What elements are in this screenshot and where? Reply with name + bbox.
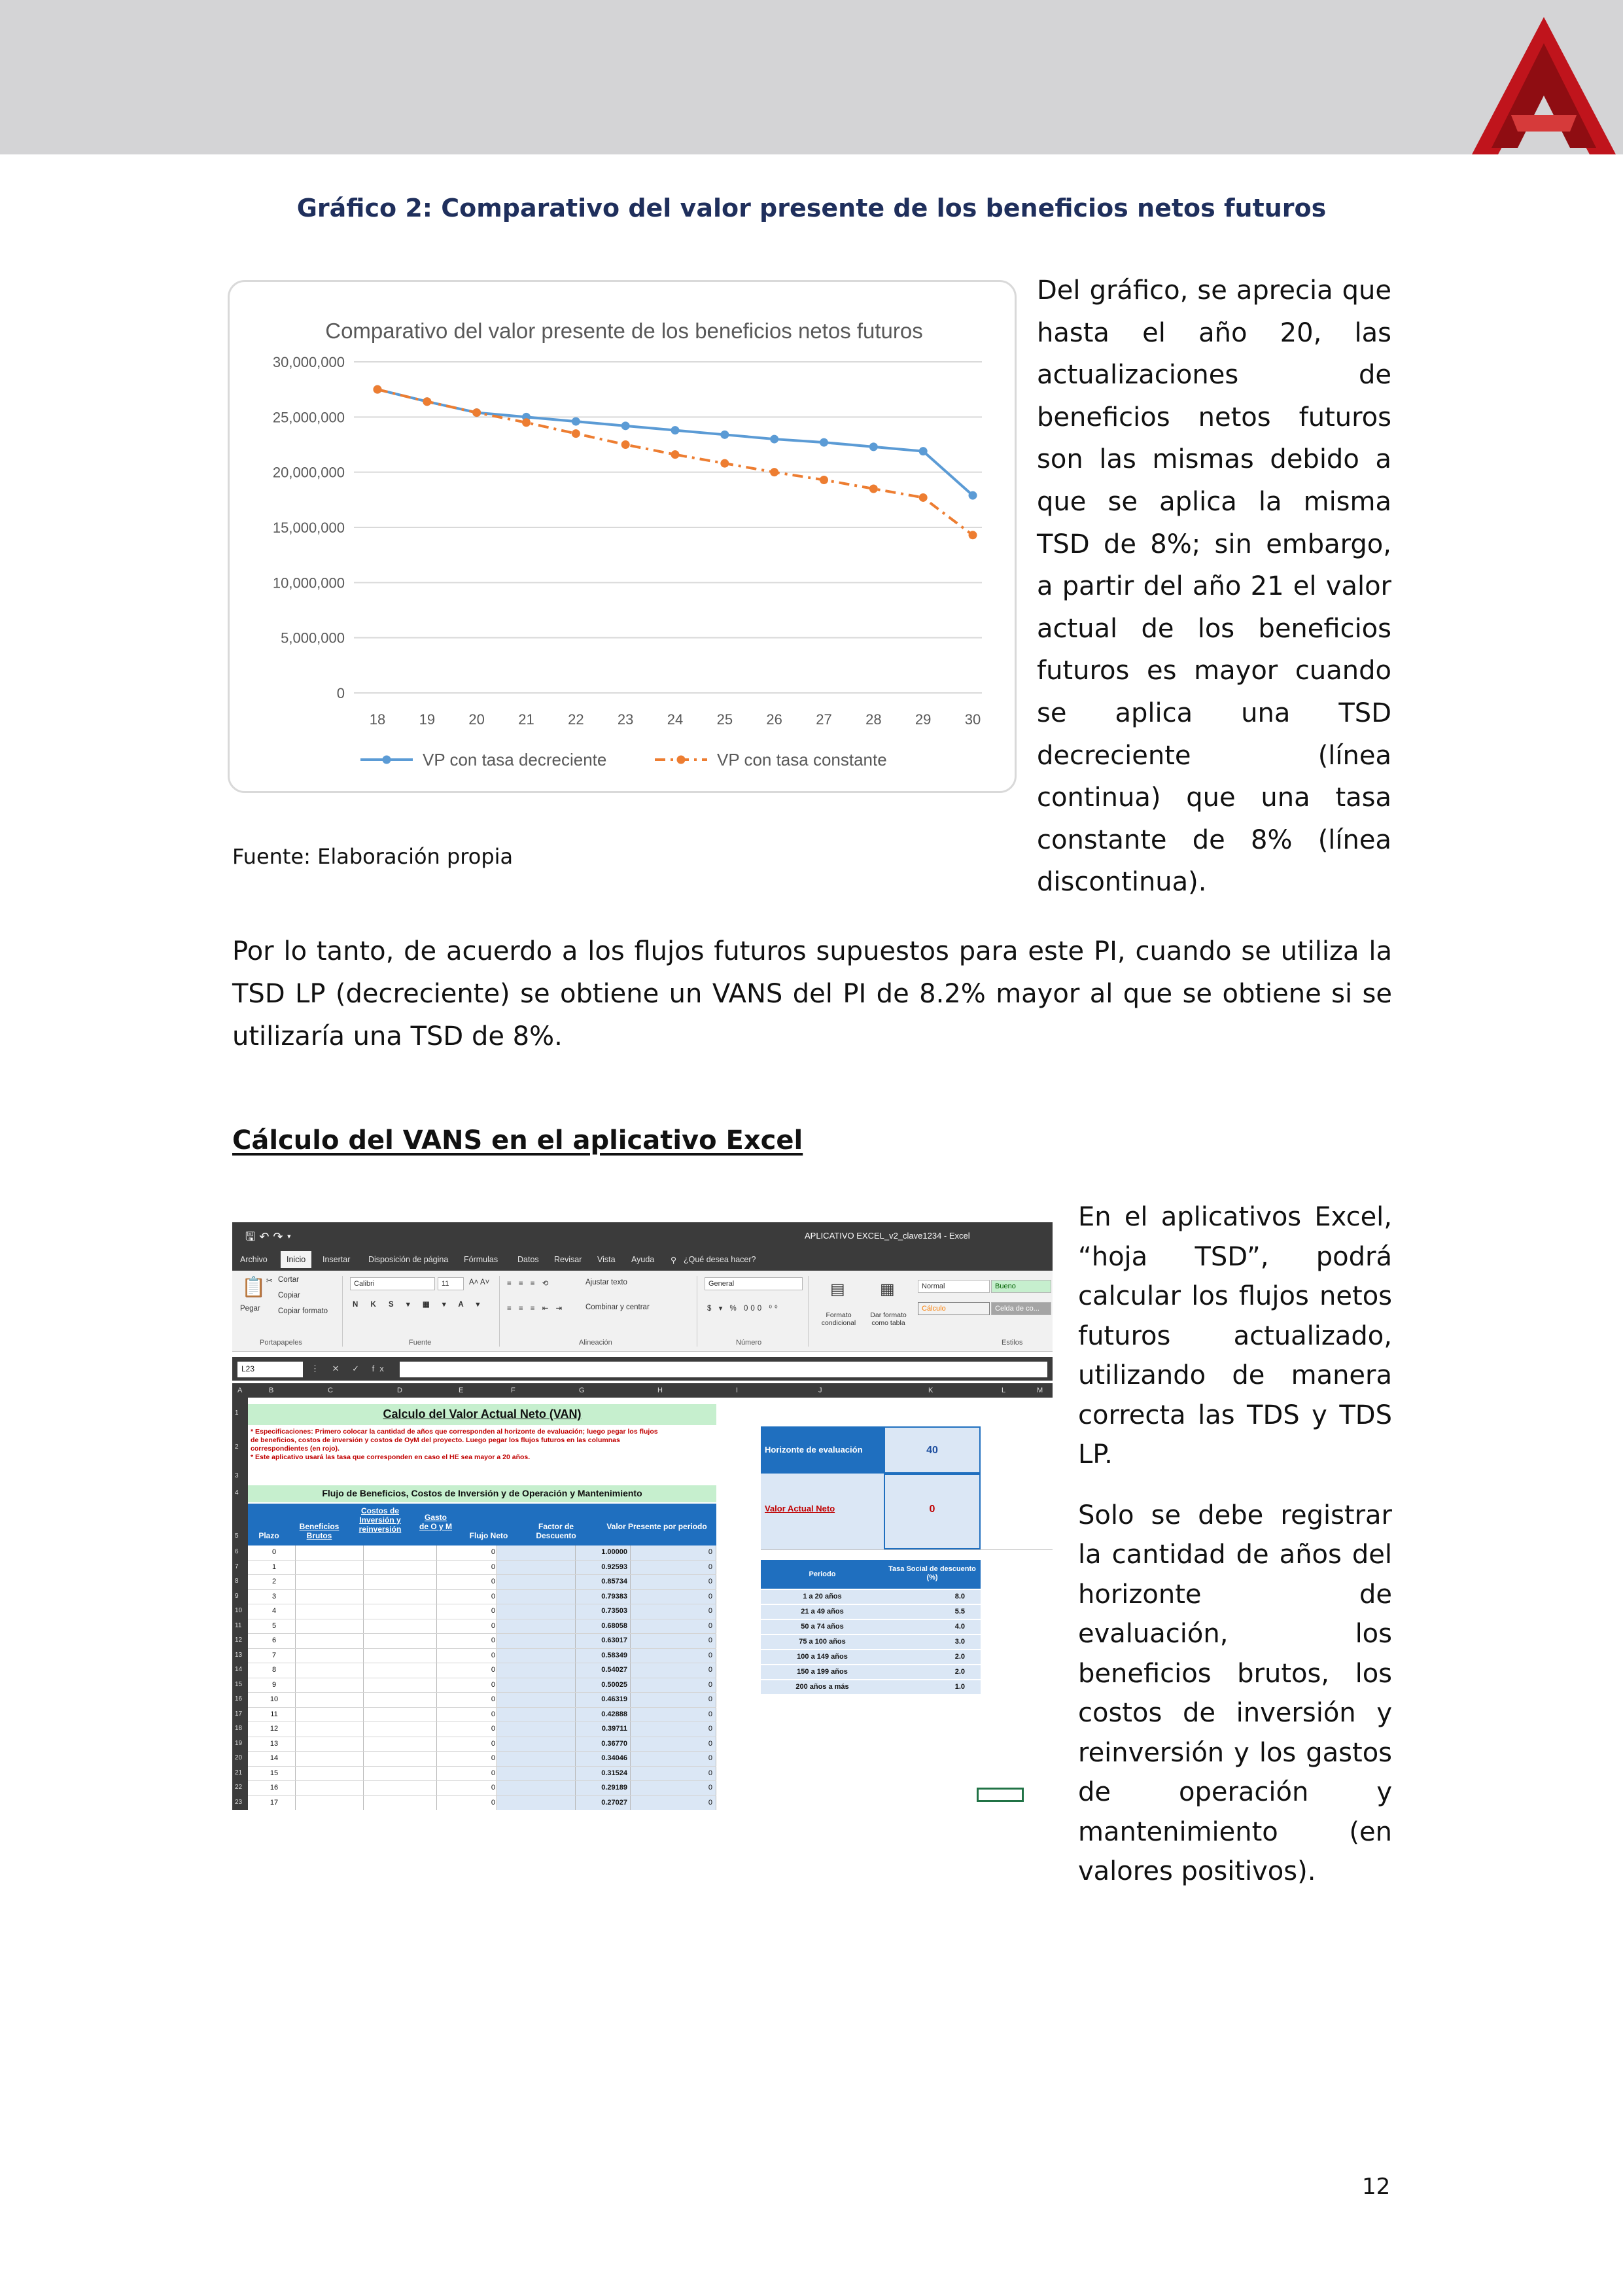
- row-number[interactable]: 21: [235, 1769, 243, 1776]
- table-cell[interactable]: 0.50025: [601, 1680, 627, 1689]
- table-cell[interactable]: 0: [491, 1636, 495, 1644]
- chart-explanation: [1037, 270, 1391, 904]
- group-portapapeles: Portapapeles: [260, 1339, 302, 1347]
- lightbulb-icon: ⚲: [671, 1256, 677, 1265]
- series-point-0: [919, 447, 928, 455]
- table-cell[interactable]: 0: [491, 1578, 495, 1585]
- table-row: [248, 1708, 716, 1723]
- menu-search[interactable]: ¿Qué desea hacer?: [684, 1255, 756, 1264]
- rate-th-periodo: Periodo: [809, 1570, 836, 1578]
- table-row: [248, 1752, 716, 1767]
- number-format-select[interactable]: General: [705, 1277, 803, 1290]
- table-cell[interactable]: 0.36770: [601, 1739, 627, 1748]
- series-point-0: [820, 438, 828, 447]
- ribbon-combinar[interactable]: Combinar y centrar: [585, 1303, 650, 1311]
- formula-icons: ⋮ ✕ ✓ fx: [311, 1364, 389, 1373]
- table-row: [248, 1619, 716, 1634]
- table-cell[interactable]: 0: [708, 1798, 712, 1807]
- excel-explanation-p1: En el aplicativos Excel, “hoja TSD”, podrá calcular los flujos netos futuros actualizado, utilizando de manera correcta las TDS y TDS LP.: [1078, 1202, 1392, 1470]
- menu-datos[interactable]: Datos: [517, 1255, 539, 1264]
- ribbon-separator: [499, 1276, 500, 1347]
- table-cell[interactable]: 0: [491, 1769, 495, 1777]
- table-row: [248, 1649, 716, 1664]
- table-cell[interactable]: 2: [271, 1578, 277, 1585]
- y-tick-label: 5,000,000: [281, 629, 345, 646]
- table-row: [248, 1722, 716, 1737]
- group-alineacion: Alineación: [579, 1339, 612, 1347]
- table-cell[interactable]: 5: [271, 1621, 277, 1630]
- table-row: [248, 1561, 716, 1576]
- rate-periodo: 200 años a más: [795, 1683, 849, 1691]
- table-cell[interactable]: 4: [271, 1607, 277, 1615]
- group-numero: Número: [736, 1339, 762, 1347]
- table-cell[interactable]: 0: [708, 1578, 712, 1585]
- row-number[interactable]: 13: [235, 1651, 243, 1659]
- table-cell[interactable]: 0: [708, 1592, 712, 1600]
- table-cell[interactable]: 0.46319: [601, 1695, 627, 1703]
- conditional-format-icon: ▤: [830, 1280, 845, 1298]
- window-title: APLICATIVO EXCEL_v2_clave1234 - Excel: [805, 1231, 970, 1241]
- column-headers: [232, 1383, 1053, 1398]
- table-cell[interactable]: 0: [491, 1621, 495, 1630]
- table-cell[interactable]: 0.54027: [601, 1666, 627, 1674]
- table-cell[interactable]: 8: [271, 1666, 277, 1674]
- table-cell[interactable]: 0: [708, 1739, 712, 1748]
- font-size-select[interactable]: 11: [438, 1277, 464, 1290]
- sheet-title: Calculo del Valor Actual Neto (VAN): [248, 1404, 716, 1425]
- excel-explanation-p2: Solo se debe registrar la cantidad de años del horizonte de evaluación, los beneficios brutos, los costos de inversión y reinversión y los gastos de operación y mantenimiento (en valores positivos).: [1078, 1500, 1392, 1886]
- rate-periodo: 21 a 49 años: [801, 1608, 844, 1616]
- style-calculo[interactable]: Cálculo: [918, 1302, 990, 1315]
- ribbon-copiar[interactable]: Copiar: [278, 1292, 300, 1299]
- row-number[interactable]: 19: [235, 1739, 243, 1747]
- table-cell[interactable]: 7: [271, 1651, 277, 1659]
- x-tick-label: 18: [369, 711, 386, 728]
- table-row: [248, 1796, 716, 1810]
- y-tick-label: 15,000,000: [272, 520, 345, 536]
- excel-titlebar: [232, 1222, 1053, 1248]
- table-cell[interactable]: 0.58349: [601, 1651, 627, 1659]
- table-row: [248, 1678, 716, 1693]
- table-row: [248, 1767, 716, 1782]
- page-header-band: [0, 0, 1623, 154]
- table-cell[interactable]: 0: [708, 1725, 712, 1733]
- rate-value: 5.5: [954, 1608, 965, 1616]
- style-celda[interactable]: Celda de co...: [991, 1302, 1051, 1315]
- col-g[interactable]: G: [579, 1386, 585, 1394]
- rate-periodo: 50 a 74 años: [801, 1623, 844, 1631]
- menu-revisar[interactable]: Revisar: [554, 1255, 582, 1264]
- series-point-1: [374, 385, 382, 394]
- x-tick-label: 27: [816, 711, 832, 728]
- table-cell[interactable]: 9: [271, 1680, 277, 1689]
- table-cell[interactable]: 0: [708, 1621, 712, 1630]
- table-cell[interactable]: 14: [270, 1754, 279, 1762]
- row-number[interactable]: 3: [235, 1472, 239, 1479]
- col-c[interactable]: C: [328, 1386, 333, 1394]
- row-number[interactable]: 17: [235, 1710, 243, 1718]
- table-row: [248, 1737, 716, 1752]
- excel-menu: [232, 1248, 1053, 1271]
- rate-row: [761, 1590, 981, 1605]
- table-cell[interactable]: 0.29189: [601, 1784, 627, 1792]
- table-cell[interactable]: 0.31524: [601, 1769, 627, 1777]
- series-point-0: [671, 426, 680, 434]
- table-cell[interactable]: 0.79383: [601, 1592, 627, 1600]
- row-number[interactable]: 7: [235, 1563, 239, 1570]
- col-k[interactable]: K: [928, 1386, 934, 1394]
- ribbon-cortar[interactable]: Cortar: [278, 1276, 299, 1284]
- table-row: [248, 1545, 716, 1561]
- x-tick-label: 26: [766, 711, 782, 728]
- row-number[interactable]: 10: [235, 1607, 243, 1614]
- font-style-icons[interactable]: N K S ▾ ▦ ▾ A ▾: [353, 1301, 485, 1309]
- table-cell[interactable]: 0.68058: [601, 1621, 627, 1630]
- th-plazo: Plazo: [258, 1531, 279, 1540]
- x-tick-label: 23: [617, 711, 634, 728]
- table-cell[interactable]: 0.27027: [601, 1798, 627, 1807]
- row-number[interactable]: 15: [235, 1680, 243, 1688]
- x-tick-label: 20: [468, 711, 485, 728]
- table-cell[interactable]: 0.92593: [601, 1563, 627, 1571]
- series-point-1: [423, 397, 431, 406]
- row-number[interactable]: 16: [235, 1695, 243, 1703]
- rate-value: 2.0: [954, 1668, 965, 1676]
- legend-label-1: VP con tasa constante: [717, 750, 887, 769]
- formula-bar: [232, 1357, 1053, 1381]
- table-row: [248, 1781, 716, 1796]
- table-cell[interactable]: 1.00000: [601, 1548, 627, 1556]
- table-cell[interactable]: 15: [270, 1769, 279, 1777]
- th-beneficios: Beneficios Brutos: [299, 1522, 340, 1540]
- selected-cell[interactable]: [977, 1788, 1024, 1802]
- row-headers: [232, 1398, 248, 1810]
- table-cell[interactable]: 0: [491, 1563, 495, 1571]
- table-cell[interactable]: 0.63017: [601, 1636, 627, 1644]
- table-row: [248, 1575, 716, 1590]
- y-tick-label: 25,000,000: [272, 409, 345, 426]
- table-cell[interactable]: 0.42888: [601, 1710, 627, 1718]
- rate-row: [761, 1680, 981, 1695]
- series-point-1: [919, 493, 928, 502]
- table-row: [248, 1634, 716, 1649]
- table-cell[interactable]: 0: [491, 1651, 495, 1659]
- chart-container: [228, 280, 1017, 793]
- table-cell[interactable]: 3: [271, 1592, 277, 1600]
- row-number[interactable]: 5: [235, 1532, 239, 1540]
- line-chart: [230, 282, 1019, 795]
- excel-screenshot: [232, 1222, 1053, 1810]
- align-icons-2[interactable]: ≡ ≡ ≡ ⇤ ⇥: [507, 1305, 565, 1313]
- x-tick-label: 24: [667, 711, 684, 728]
- table-cell[interactable]: 10: [270, 1695, 279, 1703]
- table-row: [248, 1663, 716, 1678]
- table-cell[interactable]: 0: [491, 1680, 495, 1689]
- menu-ayuda[interactable]: Ayuda: [631, 1255, 655, 1264]
- table-cell[interactable]: 0: [491, 1725, 495, 1733]
- table-cell[interactable]: 0: [491, 1607, 495, 1615]
- note-line: correspondientes (en rojo).: [251, 1445, 340, 1453]
- series-point-1: [671, 450, 680, 459]
- series-point-1: [869, 484, 878, 493]
- note-line: de beneficios, costos de inversión y costos de OyM del proyecto. Luego pegar los flujos futuros en las columnas: [251, 1436, 620, 1444]
- table-cell[interactable]: 0: [491, 1739, 495, 1748]
- rate-periodo: 150 a 199 años: [797, 1668, 848, 1676]
- series-point-1: [720, 459, 729, 468]
- rate-row: [761, 1665, 981, 1680]
- rate-th-tasa: Tasa Social de descuento (%): [888, 1565, 976, 1581]
- table-cell[interactable]: 0: [708, 1784, 712, 1792]
- y-tick-label: 10,000,000: [272, 574, 345, 592]
- note-line: * Especificaciones: Primero colocar la cantidad de años que corresponden al horizonte de evaluación; luego pegar los flujos: [251, 1428, 658, 1436]
- rate-value: 2.0: [954, 1653, 965, 1661]
- rate-periodo: 100 a 149 años: [797, 1653, 848, 1661]
- evaluation-panel: [761, 1426, 981, 1549]
- th-valor-presente: Valor Presente por periodo: [606, 1522, 707, 1531]
- table-cell[interactable]: 0.85734: [601, 1578, 627, 1585]
- row-number[interactable]: 12: [235, 1636, 243, 1644]
- col-e[interactable]: E: [459, 1386, 464, 1394]
- table-cell[interactable]: 0: [708, 1695, 712, 1703]
- number-icons[interactable]: $ ▾ % 000 ⁰⁰: [707, 1305, 780, 1313]
- x-tick-label: 19: [419, 711, 436, 728]
- table-cell[interactable]: 0: [708, 1548, 712, 1556]
- table-cell[interactable]: 0: [708, 1563, 712, 1571]
- table-row: [248, 1693, 716, 1708]
- ribbon-dar-formato[interactable]: Dar formato como tabla: [870, 1311, 907, 1327]
- table-cell[interactable]: 0: [708, 1651, 712, 1659]
- th-costos: Costos de Inversión y reinversión: [358, 1506, 402, 1534]
- series-point-1: [770, 468, 778, 476]
- table-cell[interactable]: 16: [270, 1784, 279, 1792]
- rate-row: [761, 1620, 981, 1635]
- row-number[interactable]: 4: [235, 1489, 239, 1496]
- menu-vista[interactable]: Vista: [597, 1255, 616, 1264]
- table-cell[interactable]: 0: [271, 1548, 277, 1556]
- y-tick-label: 0: [336, 685, 345, 701]
- series-point-1: [969, 531, 977, 539]
- col-b[interactable]: B: [269, 1386, 274, 1394]
- legend-label-0: VP con tasa decreciente: [423, 750, 607, 769]
- rate-row: [761, 1605, 981, 1620]
- row-number[interactable]: 20: [235, 1754, 243, 1761]
- table-format-icon: ▦: [880, 1280, 895, 1298]
- sheet-notes: [251, 1428, 708, 1462]
- series-point-0: [572, 417, 580, 426]
- series-line-0: [377, 389, 973, 495]
- van-label: Valor Actual Neto: [761, 1474, 884, 1549]
- x-tick-label: 25: [716, 711, 733, 728]
- menu-disposicion[interactable]: Disposición de página: [368, 1255, 449, 1264]
- formula-input[interactable]: [400, 1362, 1047, 1377]
- table-body: [248, 1545, 716, 1810]
- row-number[interactable]: 22: [235, 1784, 243, 1791]
- ribbon-separator: [808, 1276, 809, 1347]
- name-box[interactable]: L23: [237, 1362, 303, 1377]
- row-number[interactable]: 1: [235, 1409, 239, 1417]
- x-tick-label: 30: [964, 711, 981, 728]
- table-cell[interactable]: 17: [270, 1798, 279, 1807]
- chart-explanation-text: Del gráfico, se aprecia que hasta el año 20, las actualizaciones de beneficios netos futuros son las mismas debido a que se aplica la misma TSD de 8%; sin embargo, a partir del año 21 el valor actual de los beneficios futuros es mayor cuando se aplica una TSD decreciente (línea continua) que una tasa constante de 8% (línea discontinua).: [1037, 275, 1391, 898]
- row-number[interactable]: 11: [235, 1621, 242, 1629]
- figure-caption: Gráfico 2: Comparativo del valor presente de los beneficios netos futuros: [296, 194, 1327, 222]
- table-cell[interactable]: 0: [708, 1680, 712, 1689]
- row-number[interactable]: 23: [235, 1798, 243, 1806]
- table-cell[interactable]: 0: [708, 1754, 712, 1762]
- table-cell[interactable]: 6: [271, 1636, 277, 1644]
- table-row: [248, 1590, 716, 1605]
- ribbon-pegar[interactable]: Pegar: [240, 1305, 260, 1313]
- horizonte-input[interactable]: 40: [884, 1426, 981, 1474]
- series-point-0: [969, 491, 977, 500]
- table-row: [248, 1604, 716, 1619]
- table-cell[interactable]: 0: [491, 1784, 495, 1792]
- table-cell[interactable]: 0: [491, 1592, 495, 1600]
- rate-value: 4.0: [954, 1623, 965, 1631]
- section-heading: Cálculo del VANS en el aplicativo Excel: [232, 1125, 803, 1156]
- table-cell[interactable]: 0: [708, 1607, 712, 1615]
- rate-periodo: 75 a 100 años: [799, 1638, 846, 1646]
- col-m[interactable]: M: [1037, 1386, 1043, 1394]
- rate-row: [761, 1635, 981, 1650]
- rate-header: [761, 1560, 981, 1589]
- table-cell[interactable]: 0: [491, 1710, 495, 1718]
- grid-line: [761, 1549, 1053, 1550]
- table-cell[interactable]: 0: [708, 1666, 712, 1674]
- row-number[interactable]: 18: [235, 1725, 243, 1732]
- table-cell[interactable]: 13: [270, 1739, 279, 1748]
- y-tick-label: 30,000,000: [272, 354, 345, 370]
- table-cell[interactable]: 0.34046: [601, 1754, 627, 1762]
- col-a[interactable]: A: [237, 1386, 243, 1394]
- rate-periodo: 1 a 20 años: [803, 1593, 842, 1600]
- table-cell[interactable]: 0: [491, 1754, 495, 1762]
- paste-icon[interactable]: 📋: [241, 1277, 266, 1298]
- row-number[interactable]: 14: [235, 1666, 243, 1673]
- table-cell[interactable]: 1: [271, 1563, 277, 1571]
- quick-access-icons: 🖫↶↷▾: [245, 1230, 296, 1243]
- x-tick-label: 29: [915, 711, 932, 728]
- van-value: 0: [884, 1474, 981, 1549]
- series-point-1: [621, 440, 630, 449]
- series-point-0: [720, 431, 729, 439]
- font-name-select[interactable]: Calibri: [350, 1277, 435, 1290]
- table-cell[interactable]: 0.73503: [601, 1607, 627, 1615]
- series-point-1: [820, 476, 828, 484]
- row-number[interactable]: 2: [235, 1443, 239, 1451]
- excel-ribbon: [232, 1271, 1053, 1352]
- menu-inicio[interactable]: Inicio: [281, 1251, 311, 1268]
- table-cell[interactable]: 0: [708, 1769, 712, 1777]
- col-l[interactable]: L: [1002, 1386, 1006, 1394]
- table-cell[interactable]: 0: [491, 1798, 495, 1807]
- row-number[interactable]: 9: [235, 1592, 239, 1600]
- table-cell[interactable]: 0: [491, 1666, 495, 1674]
- style-normal[interactable]: Normal: [918, 1280, 990, 1293]
- x-tick-label: 21: [518, 711, 534, 728]
- series-point-0: [869, 442, 878, 451]
- col-j[interactable]: J: [818, 1386, 822, 1394]
- table-cell[interactable]: 0: [491, 1548, 495, 1556]
- chart-title: Comparativo del valor presente de los beneficios netos futuros: [325, 319, 923, 343]
- table-title: Flujo de Beneficios, Costos de Inversión y de Operación y Mantenimiento: [248, 1485, 716, 1502]
- x-tick-label: 22: [568, 711, 584, 728]
- ribbon-ajustar[interactable]: Ajustar texto: [585, 1279, 627, 1286]
- row-number[interactable]: 8: [235, 1578, 239, 1585]
- table-cell[interactable]: 0: [708, 1710, 712, 1718]
- style-bueno[interactable]: Bueno: [991, 1280, 1051, 1293]
- menu-formulas[interactable]: Fórmulas: [464, 1255, 498, 1264]
- note-line: * Este aplicativo usará las tasa que corresponden en caso el HE sea mayor a 20 años.: [251, 1453, 531, 1461]
- scissors-icon: ✂: [266, 1277, 273, 1285]
- table-cell[interactable]: 0: [708, 1636, 712, 1644]
- institution-logo: [1472, 17, 1616, 154]
- th-factor: Factor de Descuento: [536, 1522, 576, 1540]
- table-header: [248, 1504, 716, 1545]
- excel-explanation: [1078, 1197, 1392, 1892]
- y-tick-label: 20,000,000: [272, 464, 345, 481]
- legend-marker-0: [383, 756, 391, 764]
- rate-value: 3.0: [954, 1638, 965, 1646]
- font-grow-icon[interactable]: A˄ A˅: [469, 1279, 490, 1286]
- legend-marker-1: [677, 756, 686, 764]
- horizonte-label: Horizonte de evaluación: [761, 1426, 884, 1474]
- rate-value: 1.0: [954, 1683, 965, 1691]
- series-point-0: [770, 435, 778, 444]
- series-point-0: [621, 421, 630, 430]
- table-cell[interactable]: 12: [270, 1725, 279, 1733]
- figure-source: Fuente: Elaboración propia: [232, 844, 514, 869]
- col-i[interactable]: I: [736, 1386, 739, 1394]
- th-gasto: Gasto de O y M: [419, 1513, 453, 1531]
- col-d[interactable]: D: [397, 1386, 402, 1394]
- menu-archivo[interactable]: Archivo: [240, 1255, 268, 1264]
- x-tick-label: 28: [865, 711, 882, 728]
- th-flujo-neto: Flujo Neto: [469, 1531, 508, 1540]
- row-number[interactable]: 6: [235, 1548, 239, 1555]
- conclusion-paragraph: Por lo tanto, de acuerdo a los flujos futuros supuestos para este PI, cuando se utiliza la TSD LP (decreciente) se obtiene un VANS del PI de 8.2% mayor al que se obtiene si se utilizaría una TSD de 8%.: [232, 936, 1392, 1051]
- menu-insertar[interactable]: Insertar: [323, 1255, 351, 1264]
- group-estilos: Estilos: [1002, 1339, 1023, 1347]
- page-number: 12: [1362, 2174, 1391, 2200]
- rate-value: 8.0: [954, 1593, 965, 1600]
- ribbon-formato-condicional[interactable]: Formato condicional: [821, 1311, 856, 1327]
- series-point-1: [522, 418, 531, 427]
- table-cell[interactable]: 0.39711: [601, 1725, 627, 1733]
- series-point-1: [572, 429, 580, 438]
- table-cell[interactable]: 11: [270, 1710, 278, 1718]
- ribbon-copiar-formato[interactable]: Copiar formato: [278, 1307, 328, 1315]
- ribbon-separator: [342, 1276, 343, 1347]
- align-icons[interactable]: ≡ ≡ ≡ ⟲: [507, 1280, 551, 1288]
- group-fuente: Fuente: [409, 1339, 432, 1347]
- table-cell[interactable]: 0: [491, 1695, 495, 1703]
- col-h[interactable]: H: [657, 1386, 663, 1394]
- series-point-1: [472, 408, 481, 417]
- rate-row: [761, 1650, 981, 1665]
- col-f[interactable]: F: [511, 1386, 515, 1394]
